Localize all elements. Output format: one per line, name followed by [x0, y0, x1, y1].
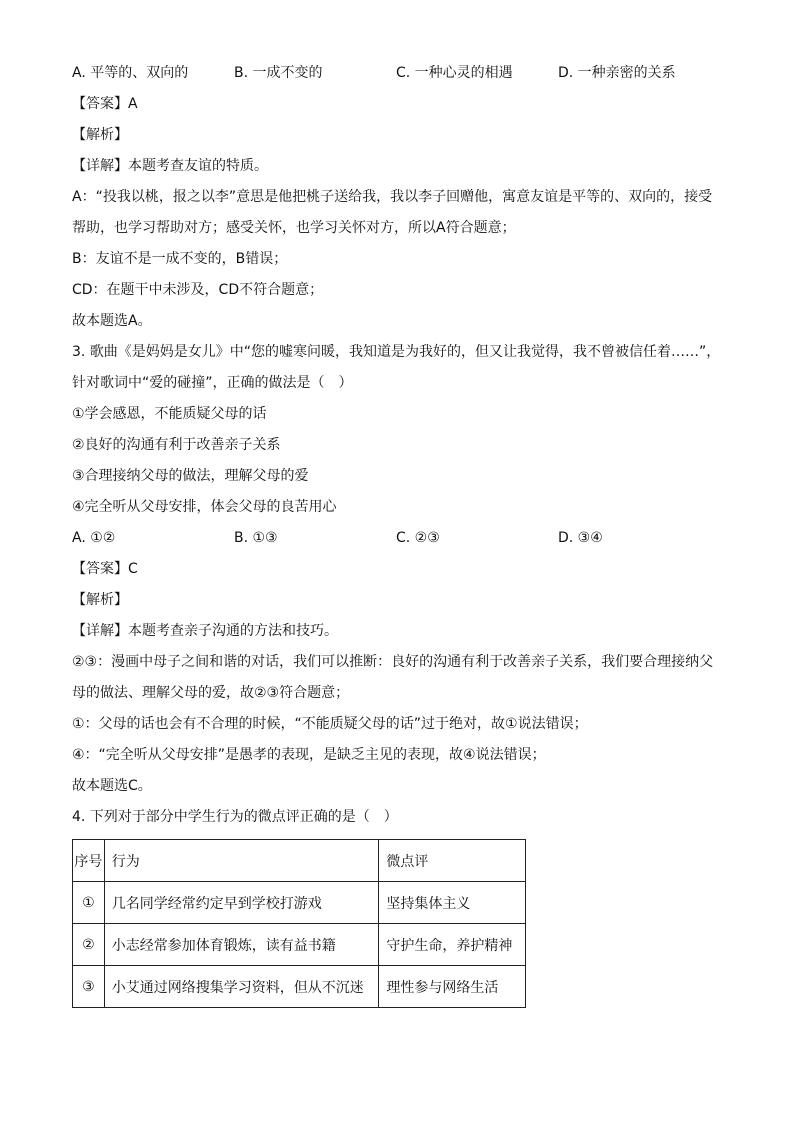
- table-header-row: [73, 840, 526, 882]
- row-comment: 守护生命，养护精神: [379, 924, 526, 966]
- q4-table-wrap: [72, 839, 722, 1008]
- q3-option-c: C. ②③: [396, 530, 440, 546]
- q3-item-4: ④完全听从父母安排，体会父母的良苦用心: [72, 499, 337, 515]
- q2-detail: 【详解】本题考查友谊的特质。: [72, 158, 268, 174]
- q2-option-a: A. 平等的、双向的: [72, 65, 189, 81]
- q3-stem: 3. 歌曲《是妈妈是女儿》中“您的嘘寒问暖，我知道是为我好的，但又让我觉得，我不曾被信任着……”，针对歌词中“爱的碰撞”，正确的做法是（ ）: [72, 344, 721, 391]
- q3-explain-23: ②③：漫画中母子之间和谐的对话，我们可以推断：良好的沟通有利于改善亲子关系，我们要合理接纳父母的做法、理解父母的爱，故②③符合题意；: [72, 654, 714, 701]
- q3-explain-4: ④：“完全听从父母安排”是愚孝的表现，是缺乏主见的表现，故④说法错误；: [72, 747, 546, 763]
- q2-analysis-heading: 【解析】: [72, 127, 128, 143]
- q3-explain-1: ①：父母的话也会有不合理的时候，“不能质疑父母的话”过于绝对，故①说法错误；: [72, 716, 588, 732]
- q3-item-1: ①学会感恩，不能质疑父母的话: [72, 406, 267, 422]
- q3-item-3: ③合理接纳父母的做法，理解父母的爱: [72, 468, 309, 484]
- row-comment: 理性参与网络生活: [379, 966, 526, 1008]
- q3-answer: 【答案】C: [72, 561, 138, 577]
- q3-item-2: ②良好的沟通有利于改善亲子关系: [72, 437, 281, 453]
- table-row: [73, 882, 526, 924]
- table-row: [73, 924, 526, 966]
- q2-options: [72, 58, 722, 89]
- row-index: ①: [73, 882, 105, 924]
- q2-option-c: C. 一种心灵的相遇: [396, 65, 513, 81]
- header-comment: 微点评: [379, 840, 526, 882]
- q3-options: [72, 523, 722, 554]
- q3-analysis-heading: 【解析】: [72, 592, 128, 608]
- row-index: ②: [73, 924, 105, 966]
- q3-option-b: B. ①③: [234, 530, 278, 546]
- q3-option-a: A. ①②: [72, 530, 116, 546]
- q2-explain-a: A：“投我以桃，报之以李”意思是他把桃子送给我，我以李子回赠他，寓意友谊是平等的、双向的，接受帮助，也学习帮助对方；感受关怀，也学习关怀对方，所以A符合题意；: [72, 189, 713, 236]
- header-behavior: 行为: [104, 840, 379, 882]
- q2-option-d: D. 一种亲密的关系: [558, 65, 676, 81]
- q2-answer: 【答案】A: [72, 96, 138, 112]
- header-index: 序号: [73, 840, 105, 882]
- q2-explain-cd: CD：在题干中未涉及，CD不符合题意；: [72, 282, 324, 298]
- row-behavior: 几名同学经常约定早到学校打游戏: [104, 882, 379, 924]
- document-page: [72, 58, 722, 1008]
- q2-explain-b: B：友谊不是一成不变的，B错误；: [72, 251, 288, 267]
- q3-conclusion: 故本题选C。: [72, 778, 152, 794]
- row-index: ③: [73, 966, 105, 1008]
- q4-table: [72, 839, 526, 1008]
- q3-option-d: D. ③④: [558, 530, 603, 546]
- q2-conclusion: 故本题选A。: [72, 313, 152, 329]
- row-behavior: 小志经常参加体育锻炼，读有益书籍: [104, 924, 379, 966]
- table-row: [73, 966, 526, 1008]
- row-comment: 坚持集体主义: [379, 882, 526, 924]
- row-behavior: 小艾通过网络搜集学习资料，但从不沉迷: [104, 966, 379, 1008]
- q3-detail: 【详解】本题考查亲子沟通的方法和技巧。: [72, 623, 338, 639]
- q4-stem: 4. 下列对于部分中学生行为的微点评正确的是（ ）: [72, 809, 398, 825]
- q2-option-b: B. 一成不变的: [234, 65, 323, 81]
